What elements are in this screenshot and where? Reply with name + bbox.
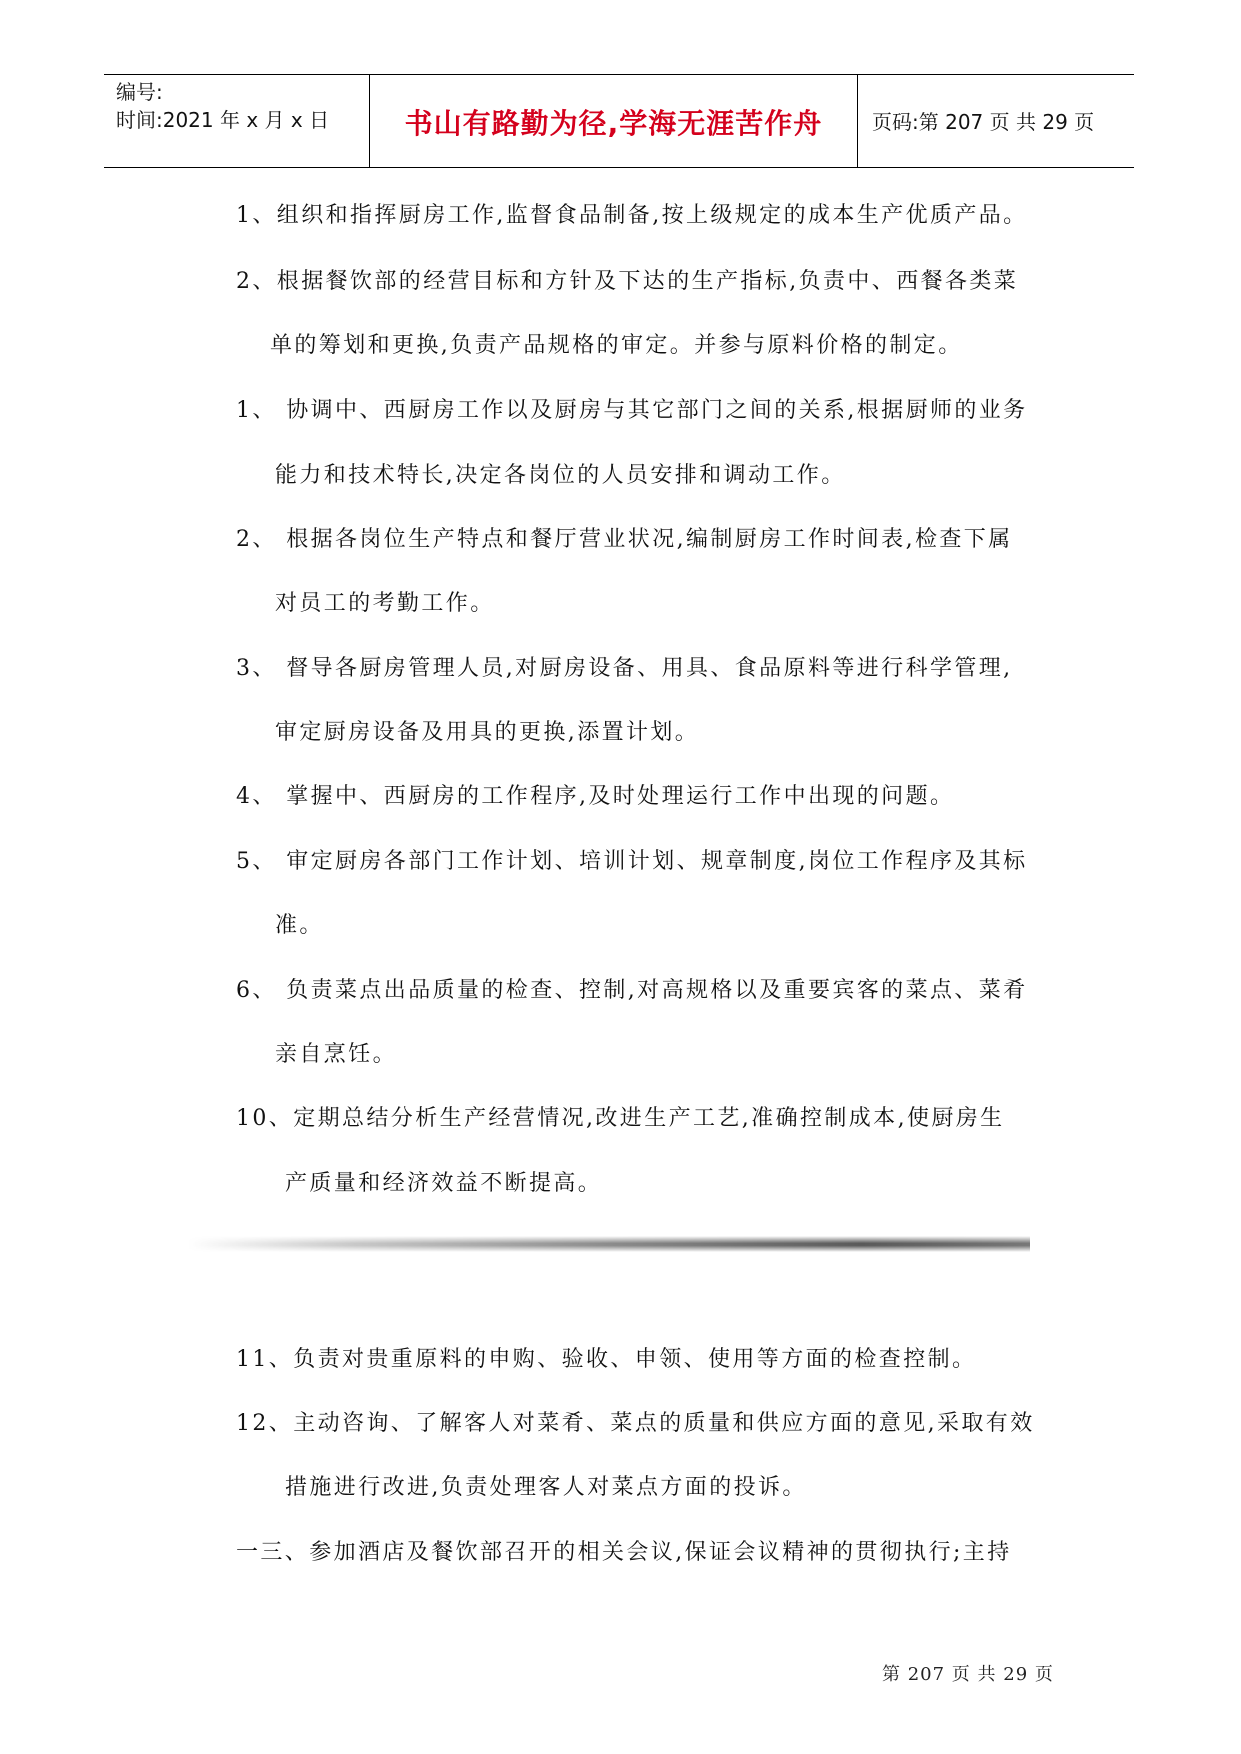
- page-footer: 第 207 页 共 29 页: [882, 1664, 1054, 1685]
- paragraph-1-line-1: 1、组织和指挥厨房工作,监督食品制备,按上级规定的成本生产优质产品。: [236, 203, 1028, 228]
- paragraph-6-line-1: 4、 掌握中、西厨房的工作程序,及时处理运行工作中出现的问题。: [236, 784, 955, 809]
- paragraph-9-line-1: 10、定期总结分析生产经营情况,改进生产工艺,准确控制成本,使厨房生: [236, 1106, 1005, 1131]
- paragraph-3-line-2: 能力和技术特长,决定各岗位的人员安排和调动工作。: [275, 463, 846, 488]
- paragraph-8-line-1: 6、 负责菜点出品质量的检查、控制,对高规格以及重要宾客的菜点、菜肴: [236, 978, 1028, 1003]
- paragraph-5-line-2: 审定厨房设备及用具的更换,添置计划。: [275, 720, 700, 745]
- paragraph-11-line-1: 12、主动咨询、了解客人对菜肴、菜点的质量和供应方面的意见,采取有效: [236, 1411, 1035, 1436]
- paragraph-7-line-2: 准。: [275, 913, 324, 938]
- paragraph-5-line-1: 3、 督导各厨房管理人员,对厨房设备、用具、食品原料等进行科学管理,: [236, 656, 1013, 681]
- shaded-divider: [188, 1236, 1030, 1252]
- paragraph-9-line-2: 产质量和经济效益不断提高。: [285, 1171, 603, 1196]
- paragraph-2-line-1: 2、根据餐饮部的经营目标和方针及下达的生产指标,负责中、西餐各类菜: [236, 269, 1019, 294]
- paragraph-7-line-1: 5、 审定厨房各部门工作计划、培训计划、规章制度,岗位工作程序及其标: [236, 849, 1028, 874]
- paragraph-11-line-2: 措施进行改进,负责处理客人对菜点方面的投诉。: [285, 1475, 807, 1500]
- paragraph-4-line-2: 对员工的考勤工作。: [275, 591, 495, 616]
- paragraph-4-line-1: 2、 根据各岗位生产特点和餐厅营业状况,编制厨房工作时间表,检查下属: [236, 527, 1013, 552]
- paragraph-12-line-1: 一三、参加酒店及餐饮部召开的相关会议,保证会议精神的贯彻执行;主持: [236, 1540, 1012, 1565]
- document-header: [104, 74, 1134, 168]
- paragraph-3-line-1: 1、 协调中、西厨房工作以及厨房与其它部门之间的关系,根据厨师的业务: [236, 398, 1028, 423]
- header-meta: [116, 78, 329, 134]
- header-divider-right: [857, 74, 858, 168]
- number-label: 编号:: [116, 80, 163, 104]
- header-motto: 书山有路勤为径,学海无涯苦作舟: [404, 107, 823, 140]
- header-bottom-rule: [104, 167, 1134, 168]
- paragraph-2-line-2: 单的筹划和更换,负责产品规格的审定。并参与原料价格的制定。: [270, 333, 963, 358]
- paragraph-10-line-1: 11、负责对贵重原料的申购、验收、申领、使用等方面的检查控制。: [236, 1347, 977, 1372]
- paragraph-8-line-2: 亲自烹饪。: [275, 1042, 398, 1067]
- header-page-info: 页码:第 207 页 共 29 页: [872, 110, 1095, 134]
- time-label: 时间:2021 年 x 月 x 日: [116, 108, 330, 132]
- header-top-rule: [104, 74, 1134, 75]
